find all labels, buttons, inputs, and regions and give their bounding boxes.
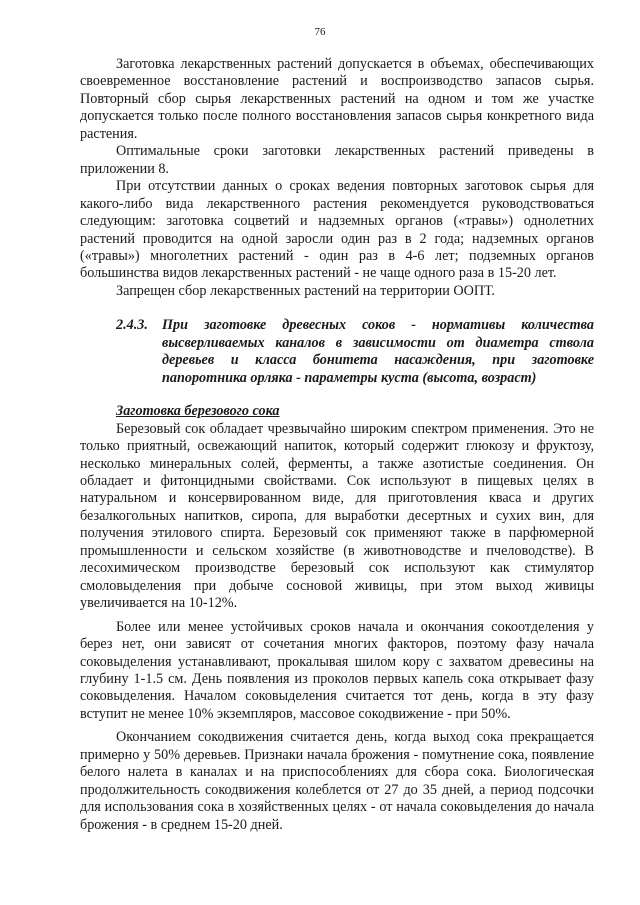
paragraph: Заготовка лекарственных растений допускается в объемах, обеспечивающих своевременное восстановление растений и воспроизводство запасов сырья. Повторный сбор сырья лекарственных растений на одном и том же участке допускается только после полного восстановления запасов сырья конкретного вида растения. [80,56,594,142]
paragraph: Березовый сок обладает чрезвычайно широким спектром применения. Это не только приятный, освежающий напиток, который содержит глюкозу и фруктозу, несколько минеральных солей, ферменты, а также азотистые соединения. Он обладает и фитонцидными свойствами. Сок используют в пищевых целях в натуральном и консервированном виде, для приготовления кваса и других безалкогольных напитков, сиропа, для выработки десертных и сухих вин, для получения этилового спирта. Березовый сок применяют также в парфюмерной промышленности и сельском хозяйстве (в животноводстве и пчеловодстве). В лесохимическом производстве березовый сок используют как стимулятор смоловыделения при добыче сосновой живицы, при этом выход живицы увеличивается на 10-12%. [80,420,594,612]
paragraph: Оптимальные сроки заготовки лекарственных растений приведены в приложении 8. [80,143,594,177]
subheading: Заготовка березового сока [116,403,280,420]
section-title: При заготовке древесных соков - нормативы количества высверливаемых каналов в зависимости от диаметра ствола деревьев и класса бонитета насаждения, при заготовке папоротника орляка - параметры куста (высота, возраст) [162,317,594,386]
page-number: 76 [314,26,326,38]
paragraph: Более или менее устойчивых сроков начала и окончания сокоотделения у берез нет, они зависят от сочетания многих факторов, поэтому фазу начала соковыделения устанавливают, прокалывая шилом кору с захватом древесины на глубину 1-1.5 см. День появления из проколов первых капель сока открывает фазу соковыделения. Началом соковыделения считается тот день, когда в эту фазу вступит не менее 10% экземпляров, массовое сокодвижение - при 50%. [80,618,594,722]
paragraph: Запрещен сбор лекарственных растений на территории ООПТ. [116,282,495,299]
paragraph: При отсутствии данных о сроках ведения повторных заготовок сырья для какого-либо вида лекарственного растения рекомендуется руководствоваться следующим: заготовка соцветий и надземных органов («травы») однолетних растений проводится на одной заросли один раз в 2 года; надземных органов («травы») многолетних растений - один раз в 4-6 лет; подземных органов большинства видов лекарственных растений - не чаще одного раза в 15-20 лет. [80,178,594,282]
document-body [80,56,594,834]
section-number: 2.4.3. [116,317,148,334]
section-heading [80,317,594,387]
paragraph: Окончанием сокодвижения считается день, когда выход сока прекращается примерно у 50% деревьев. Признаки начала брожения - помутнение сока, появление белого налета в каналах и на приспособлениях для сбора сока. Биологическая продолжительность сокодвижения колеблется от 27 до 35 дней, а период подсочки для использования сока в хозяйственных целях - от начала соковыделения до начала брожения - в среднем 15-20 дней. [80,729,594,833]
